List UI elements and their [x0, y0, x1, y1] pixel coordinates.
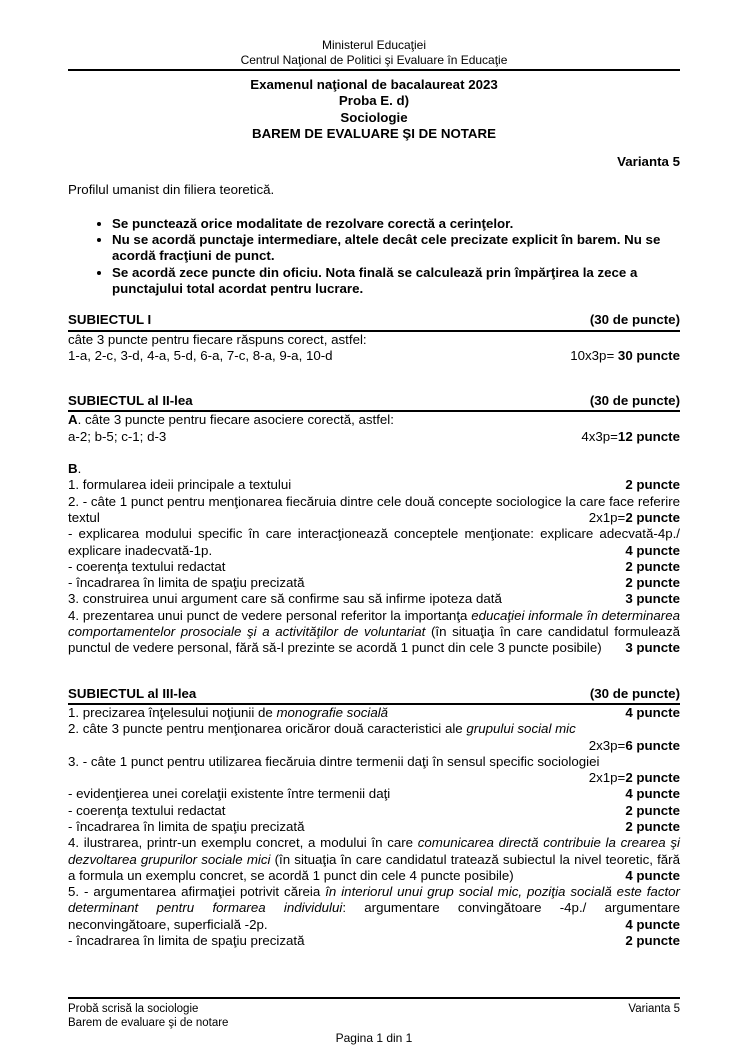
guideline-item: • Se punctează orice modalitate de rezolvare corectă a cerinţelor.: [112, 216, 680, 232]
row-score: 10x3p= 30 puncte: [570, 347, 680, 363]
answer-row: [68, 575, 680, 591]
answer-row: [68, 494, 680, 527]
row-score: 4x3p=12 puncte: [581, 428, 680, 444]
answer-row: [68, 819, 680, 835]
row-text: 4. prezentarea unui punct de vedere personal referitor la importanţa: [68, 607, 472, 623]
row-text-line: [68, 721, 680, 737]
page-number: Pagina 1 din 1: [335, 1031, 413, 1045]
row-score: 4 puncte: [625, 542, 680, 558]
row-score: 2 puncte: [625, 575, 680, 591]
answer-row: [68, 591, 680, 607]
section-points: (30 de puncte): [589, 685, 680, 701]
section-subiectul-3: [68, 686, 680, 950]
row-text-italic: comunicarea directă contribuie la crearea şi dezvoltarea grupurilor sociale mici: [68, 835, 680, 867]
footer-proba: Probă scrisă la sociologie: [68, 1003, 199, 1015]
footer-barem: Barem de evaluare şi de notare: [68, 1017, 229, 1029]
section-points: (30 de puncte): [589, 312, 680, 328]
answer-row: [68, 705, 680, 721]
row-text: B: [68, 461, 78, 477]
guideline-item: • Nu se acordă punctaje intermediare, altele decât cele precizate explicit în barem. Nu se acordă fracţiuni de punct.: [112, 232, 680, 265]
profile-note: Profilul umanist din filiera teoretică.: [68, 182, 275, 198]
document-header: [68, 38, 680, 71]
answer-row: [68, 477, 680, 493]
row-text: 5. - argumentarea afirmaţiei potrivit căreia: [68, 884, 326, 900]
row-text: 2. - câte 1 punct pentru menţionarea fiecăruia dintre cele două concepte sociologice la care face referire textul: [68, 493, 681, 525]
row-score: 4 puncte: [625, 867, 680, 883]
row-text-italic: grupului social mic: [466, 721, 576, 737]
row-text: (în situaţia în care candidatul formulează punctul de vedere personal, fără să-l prezinte se acordă 1 punct din cele 3 puncte posibile): [68, 624, 680, 656]
answer-row: [68, 933, 680, 949]
row-text: - explicarea modului specific în care interacţionează conceptele menţionate: explicare adecvată-4p./ explicare inadecvată-1p.: [68, 526, 680, 558]
row-score: 2 puncte: [625, 558, 680, 574]
row-text: 3. construirea unui argument care să confirme sau să infirme ipoteza dată: [68, 591, 502, 607]
row-text: 1-a, 2-c, 3-d, 4-a, 5-d, 6-a, 7-c, 8-a, 9-a, 10-d: [68, 347, 333, 363]
section-heading: SUBIECTUL al III-lea: [68, 685, 197, 701]
row-score: 2x1p=2 puncte: [588, 509, 680, 525]
answer-row: [68, 721, 680, 754]
row-text: : argumentare convingătoare -4p./ argumentare neconvingătoare, superficială -2p.: [68, 900, 680, 932]
row-text: . câte 3 puncte pentru fiecare asociere corectă, astfel:: [77, 412, 394, 428]
row-score: 3 puncte: [625, 640, 680, 656]
answer-row: [68, 461, 680, 477]
section-heading: SUBIECTUL al II-lea: [68, 393, 193, 409]
row-text: - coerenţa textului redactat: [68, 558, 226, 574]
row-text-italic: în interiorul unui grup social mic, poziţia socială este factor determinant pentru formarea individului: [68, 884, 680, 916]
row-score: 2x3p=6 puncte: [588, 737, 680, 753]
answer-row: [68, 412, 680, 428]
row-score: 2 puncte: [625, 477, 680, 493]
row-text: a-2; b-5; c-1; d-3: [68, 428, 167, 444]
section-heading-row: [68, 393, 680, 412]
section-heading: SUBIECTUL I: [68, 312, 152, 328]
row-text-italic: monografie socială: [276, 704, 389, 720]
title-block: [68, 77, 680, 142]
section-heading-row: [68, 686, 680, 705]
row-text: - încadrarea în limita de spaţiu precizată: [68, 818, 305, 834]
row-text: - evidenţierea unei corelaţii existente între termenii daţi: [68, 786, 391, 802]
institution-line: Centrul Naţional de Politici şi Evaluare în Educaţie: [240, 52, 508, 67]
section-subiectul-2: [68, 393, 680, 656]
answer-row: [68, 608, 680, 657]
row-score: 4 puncte: [625, 786, 680, 802]
row-score: 4 puncte: [625, 704, 680, 720]
row-text: câte 3 puncte pentru fiecare răspuns corect, astfel:: [68, 331, 367, 347]
answer-row: [68, 559, 680, 575]
answer-row: [68, 884, 680, 933]
section-subiectul-1: [68, 312, 680, 364]
row-text: .: [77, 461, 82, 477]
answer-row: [68, 803, 680, 819]
ministry-line: Ministerul Educaţiei: [321, 38, 427, 52]
row-score: 3 puncte: [625, 591, 680, 607]
answer-row: [68, 754, 680, 787]
exam-subject: Sociologie: [340, 109, 408, 125]
section-heading-row: [68, 312, 680, 331]
answer-row: [68, 332, 680, 348]
row-text-italic: educaţiei informale în determinarea comportamentelor prosociale şi a activităţilor de voluntariat: [68, 607, 680, 640]
row-text: A: [68, 412, 78, 428]
section-points: (30 de puncte): [589, 393, 680, 409]
row-text-line: [68, 754, 680, 770]
row-score: 2 puncte: [625, 802, 680, 818]
row-score: 4 puncte: [625, 916, 680, 932]
row-score: 2 puncte: [625, 933, 680, 949]
row-score: 2 puncte: [625, 818, 680, 834]
row-text: 2. câte 3 puncte pentru menţionarea oricăror două caracteristici ale: [68, 721, 467, 737]
answer-row: [68, 786, 680, 802]
guideline-item: • Se acordă zece puncte din oficiu. Nota finală se calculează prin împărţirea la zece a punctajului total acordat pentru lucrare.: [112, 265, 680, 298]
answer-row: [68, 348, 680, 364]
row-score: 2x1p=2 puncte: [588, 770, 680, 786]
footer-row: [68, 1002, 680, 1016]
row-text: 3. - câte 1 punct pentru utilizarea fiecăruia dintre termenii daţi în sensul specific sociologiei: [68, 753, 600, 769]
variant-label: Varianta 5: [617, 154, 680, 170]
footer-variant: Varianta 5: [628, 1003, 680, 1015]
barem-title: BAREM DE EVALUARE ŞI DE NOTARE: [251, 125, 497, 141]
answer-row: [68, 429, 680, 445]
answer-row: [68, 526, 680, 559]
row-text: - coerenţa textului redactat: [68, 802, 226, 818]
exam-title: Examenul naţional de bacalaureat 2023: [250, 77, 498, 92]
row-text: 1. precizarea înţelesului noţiunii de: [68, 704, 277, 720]
answer-row: [68, 835, 680, 884]
row-text: (în situaţia în care candidatul tratează subiectul la nivel teoretic, fără a formula un exemplu concret, se acordă 1 punct din cele 4 puncte posibile): [68, 851, 680, 883]
exam-proba: Proba E. d): [338, 93, 410, 109]
row-text: - încadrarea în limita de spaţiu precizată: [68, 933, 305, 949]
guidelines-list: [68, 216, 680, 297]
document-footer: [68, 997, 680, 1045]
row-text: - încadrarea în limita de spaţiu precizată: [68, 575, 305, 591]
row-text: 1. formularea ideii principale a textului: [68, 477, 292, 493]
row-text: 4. ilustrarea, printr-un exemplu concret, a modului în care: [68, 835, 418, 851]
